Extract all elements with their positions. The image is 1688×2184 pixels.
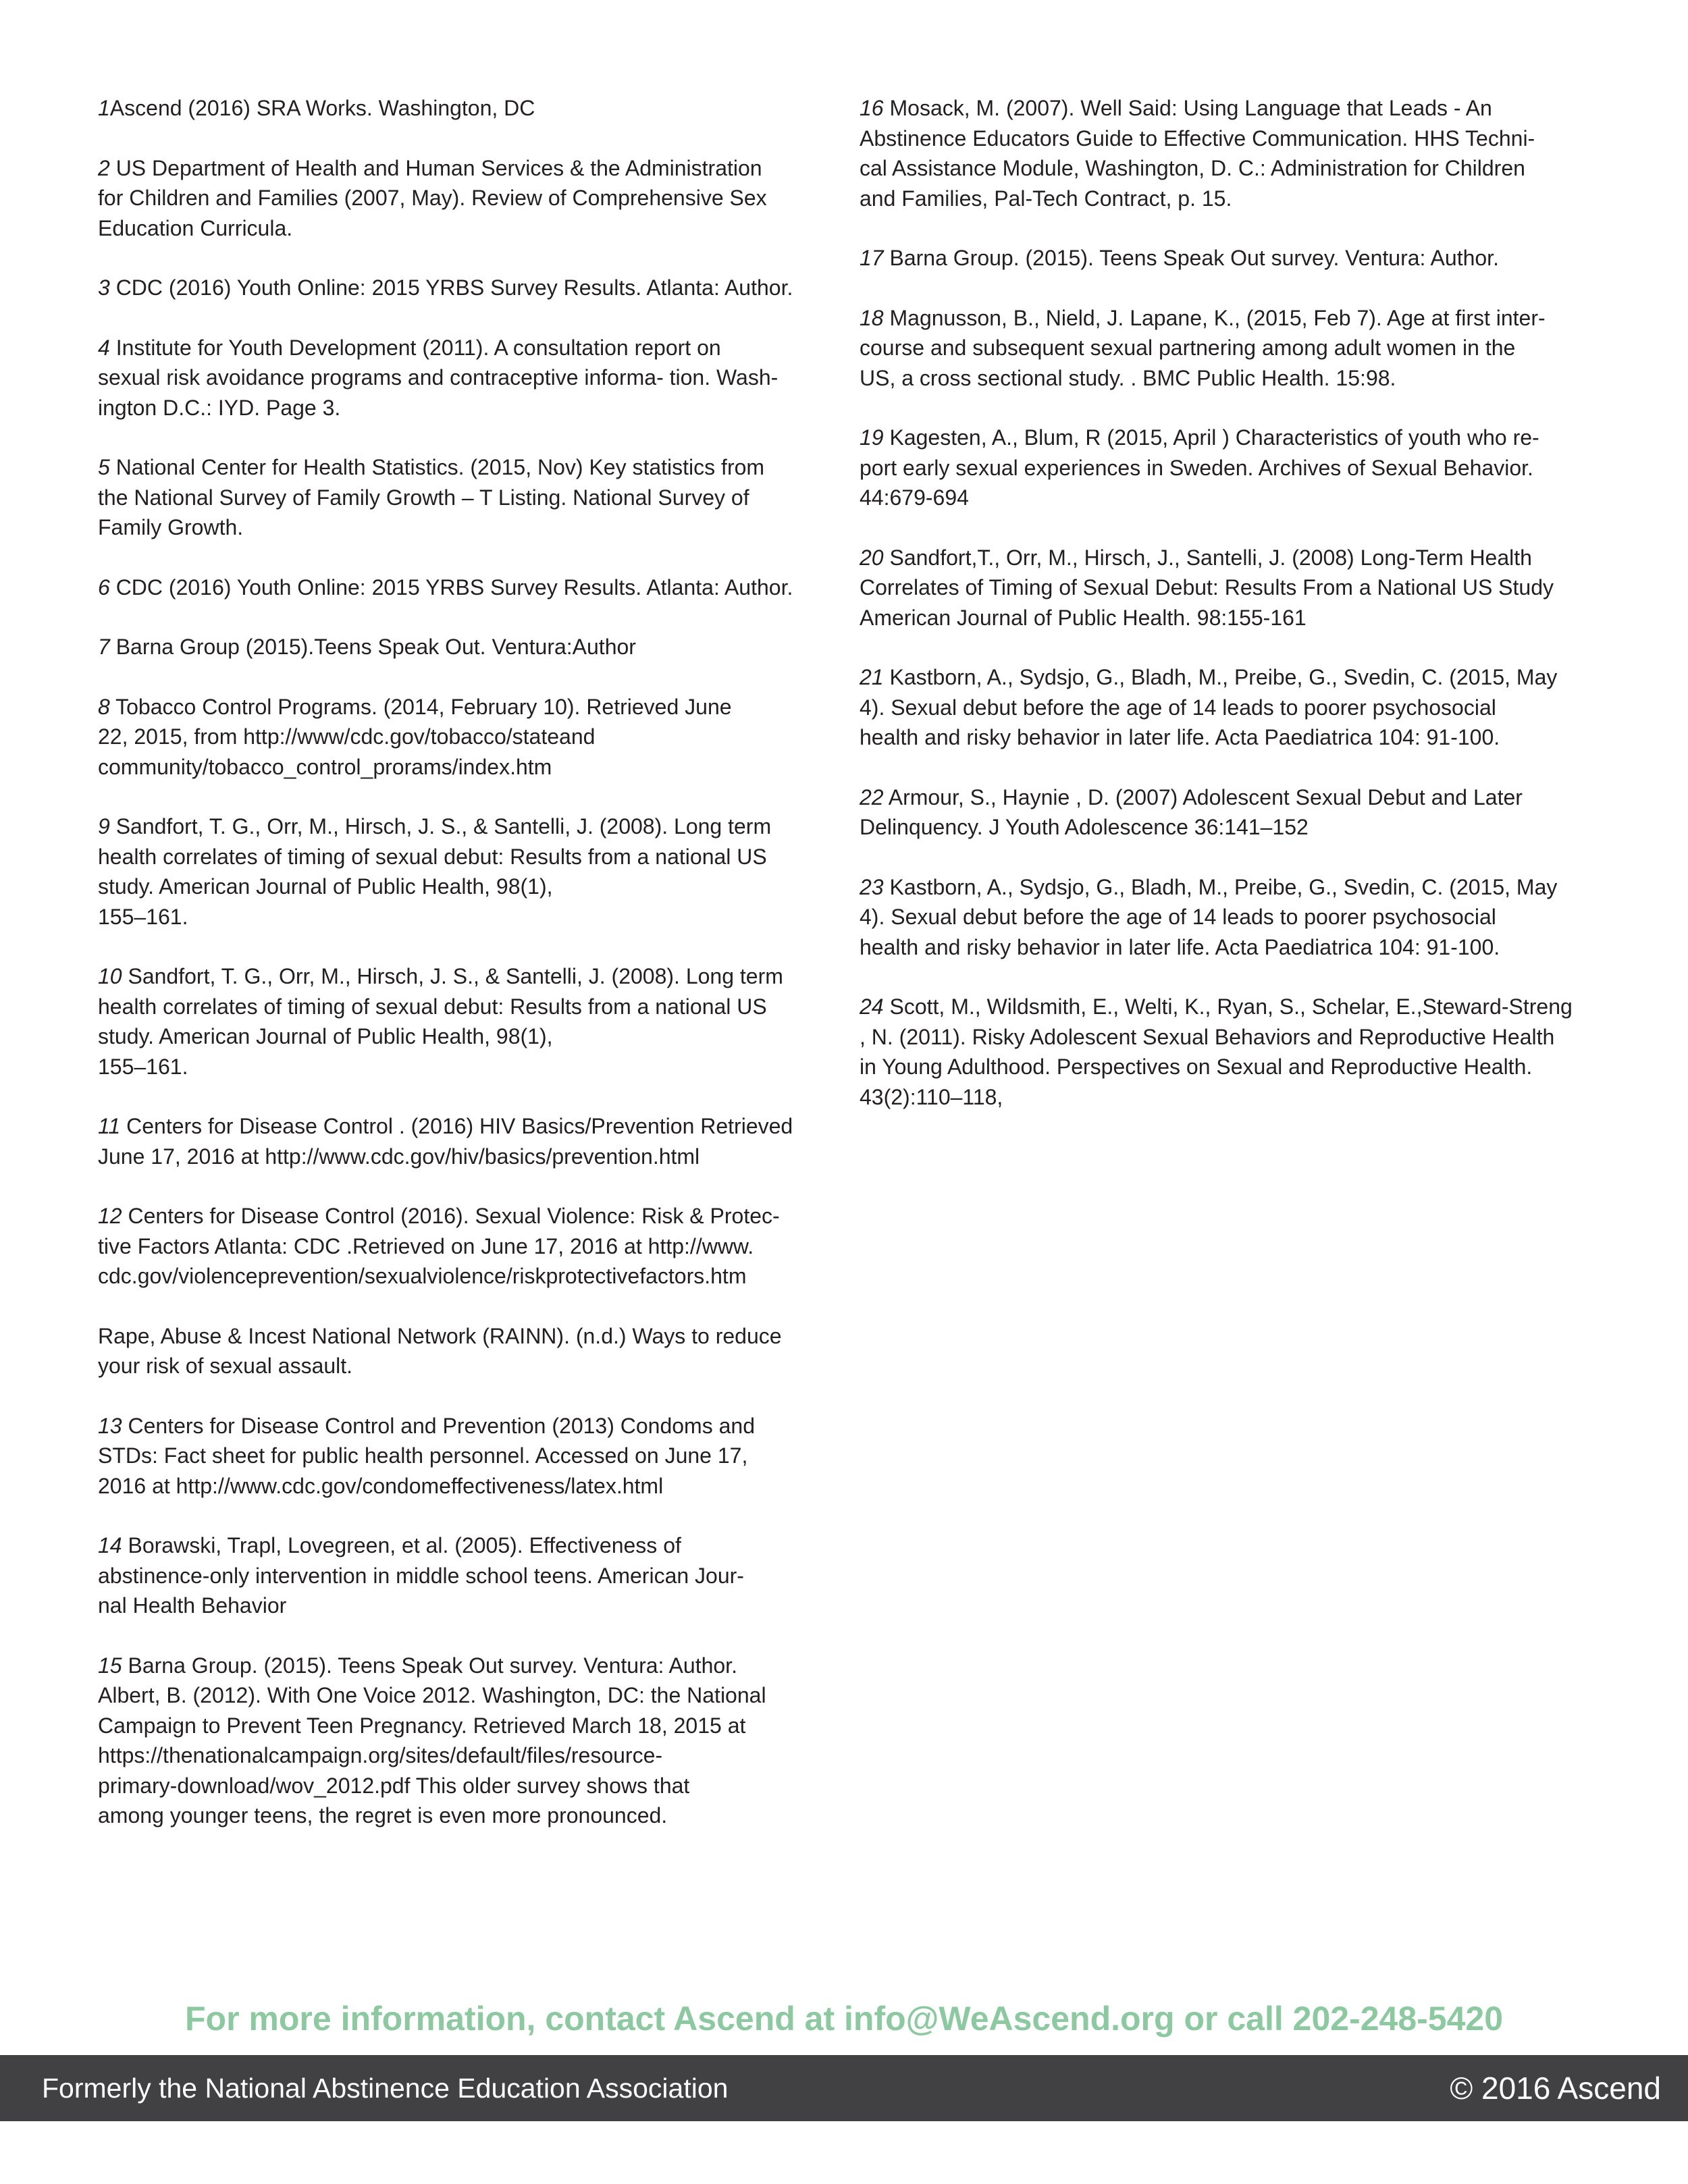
reference-entry xyxy=(860,662,1589,753)
reference-entry xyxy=(860,303,1589,394)
footer-copyright: © 2016 Ascend xyxy=(1450,2071,1661,2106)
reference-number: 17 xyxy=(860,246,884,270)
reference-entry xyxy=(98,692,827,782)
reference-number: 8 xyxy=(98,694,110,719)
reference-text: Centers for Disease Control and Prevention (2013) Condoms and STDs: Fact sheet for public health personnel. Accessed on June 17, 2016 at http://www.cdc.gov/condomeffectiveness/latex.html xyxy=(98,1413,755,1498)
reference-number: 3 xyxy=(98,275,110,300)
reference-text: Scott, M., Wildsmith, E., Welti, K., Ryan, S., Schelar, E.,Steward-Streng , N. (2011). Risky Adolescent Sexual Behaviors and Reproductive Health in Young Adulthood. Perspectives on Sexual and Reproductive Health. 43(2):110–118, xyxy=(860,994,1573,1109)
reference-number: 15 xyxy=(98,1653,122,1678)
contact-line: For more information, contact Ascend at info@WeAscend.org or call 202-248-5420 xyxy=(184,2000,1504,2037)
reference-entry xyxy=(860,423,1589,513)
reference-text: Barna Group. (2015). Teens Speak Out survey. Ventura: Author. xyxy=(883,246,1499,270)
reference-entry xyxy=(98,452,827,543)
reference-text: Institute for Youth Development (2011). A consultation report on sexual risk avoidance programs and contraceptive informa- tion. Wash- ington D.C.: IYD. Page 3. xyxy=(98,335,779,420)
reference-text: CDC (2016) Youth Online: 2015 YRBS Survey Results. Atlanta: Author. xyxy=(109,275,793,300)
reference-entry xyxy=(98,632,827,662)
reference-text: Kastborn, A., Sydsjo, G., Bladh, M., Preibe, G., Svedin, C. (2015, May 4). Sexual debut before the age of 14 leads to poorer psychosocial health and risky behavior in later life. Acta Paediatrica 104: 91-100. xyxy=(860,665,1558,749)
reference-entry xyxy=(860,93,1589,213)
reference-text: Barna Group (2015).Teens Speak Out. Ventura:Author xyxy=(109,635,636,659)
reference-number: 16 xyxy=(860,96,884,120)
reference-number: 22 xyxy=(860,784,884,809)
reference-entry xyxy=(98,1651,827,1831)
reference-text: Sandfort, T. G., Orr, M., Hirsch, J. S., & Santelli, J. (2008). Long term health correlates of timing of sexual debut: Results from a national US study. American Journal of Public Health, 98(1), 155–161. xyxy=(98,964,783,1079)
reference-entry xyxy=(98,961,827,1082)
reference-text: Rape, Abuse & Incest National Network (RAINN). (n.d.) Ways to reduce your risk of sexual assault. xyxy=(98,1323,782,1378)
reference-number: 23 xyxy=(860,874,884,899)
reference-entry xyxy=(98,572,827,603)
reference-text: Kastborn, A., Sydsjo, G., Bladh, M., Preibe, G., Svedin, C. (2015, May 4). Sexual debut before the age of 14 leads to poorer psychosocial health and risky behavior in later life. Acta Paediatrica 104: 91-100. xyxy=(860,874,1558,959)
reference-text: Armour, S., Haynie , D. (2007) Adolescent Sexual Debut and Later Delinquency. J Youth Adolescence 36:141–152 xyxy=(860,784,1523,839)
reference-text: Barna Group. (2015). Teens Speak Out survey. Ventura: Author. Albert, B. (2012). With One Voice 2012. Washington, DC: the National Campaign to Prevent Teen Pregnancy. Retrieved March 18, 2015 at https://thenationalcampaign.org/sites/default/files/resource- primary-download/wov_2012.pdf This older survey shows that among younger teens, the regret is even more pronounced. xyxy=(98,1653,766,1828)
reference-text: Centers for Disease Control . (2016) HIV Basics/Prevention Retrieved June 17, 2016 at http://www.cdc.gov/hiv/basics/prevention.html xyxy=(98,1114,793,1169)
reference-entry xyxy=(98,333,827,423)
references-left-column xyxy=(98,93,827,1861)
reference-text: Centers for Disease Control (2016). Sexual Violence: Risk & Protec- tive Factors Atlanta: CDC .Retrieved on June 17, 2016 at http://www. cdc.gov/violenceprevention/sexualviolence/riskprotectivefactors.htm xyxy=(98,1204,780,1288)
reference-text: Mosack, M. (2007). Well Said: Using Language that Leads - An Abstinence Educators Guide to Effective Communication. HHS Techni- cal Assistance Module, Washington, D. C.: Administration for Children and Families, Pal-Tech Contract, p. 15. xyxy=(860,96,1535,211)
reference-text: Kagesten, A., Blum, R (2015, April ) Characteristics of youth who re- port early sexual experiences in Sweden. Archives of Sexual Behavior. 44:679-694 xyxy=(860,425,1539,510)
reference-number: 14 xyxy=(98,1533,122,1557)
reference-text: National Center for Health Statistics. (2015, Nov) Key statistics from the National Survey of Family Growth – T Listing. National Survey of Family Growth. xyxy=(98,455,765,539)
reference-entry xyxy=(860,782,1589,843)
reference-number: 21 xyxy=(860,665,884,689)
reference-text: CDC (2016) Youth Online: 2015 YRBS Survey Results. Atlanta: Author. xyxy=(109,575,793,600)
reference-entry xyxy=(98,1321,827,1381)
reference-entry xyxy=(98,1111,827,1171)
reference-number: 12 xyxy=(98,1204,122,1228)
footer-former-name: Formerly the National Abstinence Education Association xyxy=(42,2073,729,2104)
reference-entry xyxy=(98,153,827,244)
reference-number: 19 xyxy=(860,425,884,450)
reference-number: 20 xyxy=(860,545,884,570)
reference-text: Sandfort,T., Orr, M., Hirsch, J., Santelli, J. (2008) Long-Term Health Correlates of Timing of Sexual Debut: Results From a National US Study American Journal of Public Health. 98:155-161 xyxy=(860,545,1554,630)
reference-entry xyxy=(860,243,1589,273)
reference-text: Tobacco Control Programs. (2014, February 10). Retrieved June 22, 2015, from http://www/cdc.gov/tobacco/stateand community/tobacco_control_prorams/index.htm xyxy=(98,694,732,779)
reference-number: 10 xyxy=(98,964,122,988)
reference-number: 7 xyxy=(98,635,110,659)
reference-number: 6 xyxy=(98,575,110,600)
reference-number: 13 xyxy=(98,1413,122,1438)
reference-number: 2 xyxy=(98,155,110,180)
reference-entry xyxy=(98,273,827,303)
reference-entry xyxy=(98,1530,827,1621)
reference-entry xyxy=(98,1201,827,1291)
reference-text: Ascend (2016) SRA Works. Washington, DC xyxy=(109,96,535,120)
reference-entry xyxy=(860,543,1589,633)
reference-number: 18 xyxy=(860,305,884,330)
references-right-column xyxy=(860,93,1589,1142)
reference-number: 4 xyxy=(98,335,110,360)
reference-entry xyxy=(98,1411,827,1501)
reference-number: 1 xyxy=(98,96,110,120)
reference-entry xyxy=(98,811,827,932)
reference-number: 11 xyxy=(98,1114,121,1138)
reference-text: Borawski, Trapl, Lovegreen, et al. (2005). Effectiveness of abstinence-only intervention in middle school teens. American Jour- nal Health Behavior xyxy=(98,1533,744,1618)
reference-entry xyxy=(98,93,827,124)
reference-entry xyxy=(860,992,1589,1112)
reference-number: 9 xyxy=(98,814,110,838)
reference-number: 5 xyxy=(98,455,110,479)
reference-entry xyxy=(860,872,1589,963)
reference-text: Sandfort, T. G., Orr, M., Hirsch, J. S., & Santelli, J. (2008). Long term health correlates of timing of sexual debut: Results from a national US study. American Journal of Public Health, 98(1), 155–161. xyxy=(98,814,772,929)
reference-text: Magnusson, B., Nield, J. Lapane, K., (2015, Feb 7). Age at first inter- course and subsequent sexual partnering among adult women in the US, a cross sectional study. . BMC Public Health. 15:98. xyxy=(860,305,1546,390)
reference-text: US Department of Health and Human Services & the Administration for Children and Families (2007, May). Review of Comprehensive Sex Education Curricula. xyxy=(98,155,767,240)
reference-number: 24 xyxy=(860,994,884,1019)
footer-bar xyxy=(0,2055,1688,2121)
